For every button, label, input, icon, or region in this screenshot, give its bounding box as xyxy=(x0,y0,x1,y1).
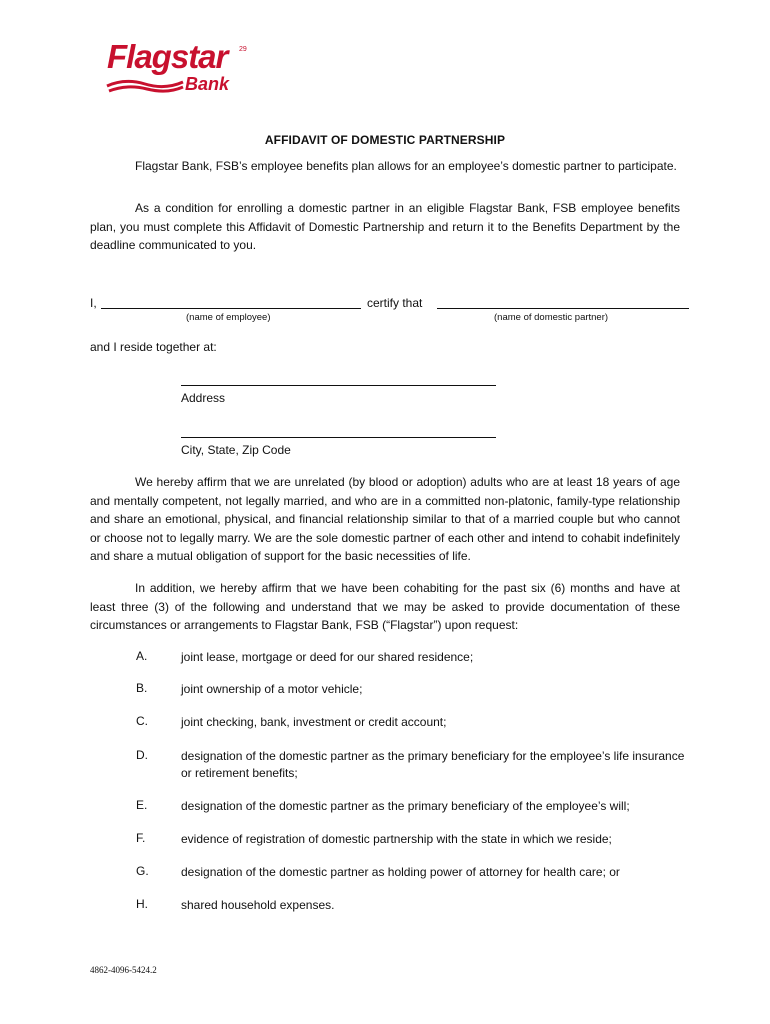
list-item: joint lease, mortgage or deed for our shared residence; xyxy=(181,650,474,664)
list-item-letter: C. xyxy=(136,714,148,728)
list-item: joint ownership of a motor vehicle; xyxy=(181,682,363,696)
flagstar-bank-logo xyxy=(105,38,255,100)
city-state-zip-line[interactable] xyxy=(181,437,496,438)
list-item: joint checking, bank, investment or credit account; xyxy=(181,715,447,729)
address-line[interactable] xyxy=(181,385,496,386)
reside-text: and I reside together at: xyxy=(90,340,217,354)
intro-paragraph-1: Flagstar Bank, FSB’s employee benefits plan allows for an employee’s domestic partner to participate. xyxy=(135,159,677,173)
partner-name-line[interactable] xyxy=(437,308,689,309)
list-item-letter: D. xyxy=(136,748,148,762)
employee-name-line[interactable] xyxy=(101,308,361,309)
list-item: evidence of registration of domestic partnership with the state in which we reside; xyxy=(181,832,612,846)
list-item: shared household expenses. xyxy=(181,898,335,912)
city-caption: City, State, Zip Code xyxy=(181,443,291,457)
affirm-paragraph-2: In addition, we hereby affirm that we have been cohabiting for the past six (6) months and have at least three (3) of the following and understand that we may be asked to provide documentation of these circumstances or arrangements to Flagstar Bank, FSB (“Flagstar”) upon request: xyxy=(90,581,680,632)
list-item: designation of the domestic partner as the primary beneficiary for the employee’s life insurance or retirement benefits; xyxy=(181,749,685,780)
logo-bank-text: Bank xyxy=(185,74,230,94)
document-title: AFFIDAVIT OF DOMESTIC PARTNERSHIP xyxy=(264,133,506,147)
list-item-letter: H. xyxy=(136,897,148,911)
employee-caption: (name of employee) xyxy=(186,312,271,323)
list-item-letter: F. xyxy=(136,831,146,845)
logo-wordmark: Flagstar xyxy=(107,38,228,75)
flag-swoosh-icon xyxy=(105,76,185,96)
certify-middle: certify that xyxy=(367,296,423,310)
logo-mark: 29 xyxy=(239,46,247,53)
document-id-footer: 4862-4096-5424.2 xyxy=(90,965,157,975)
certify-prefix: I, xyxy=(90,296,97,310)
partner-caption: (name of domestic partner) xyxy=(494,312,609,323)
affirm-paragraph-1: We hereby affirm that we are unrelated (by blood or adoption) adults who are at least 18 years of age and mentally competent, not legally married, and who are in a committed non-platonic, family-type relationship and share an emotional, physical, and financial relationship similar to that of a married couple but who cannot or choose not to legally marry. We are the sole domestic partner of each other and intend to cohabit indefinitely and share a mutual obligation of support for the basic necessities of life. xyxy=(90,475,680,563)
intro-paragraph-2: As a condition for enrolling a domestic partner in an eligible Flagstar Bank, FSB employee benefits plan, you must complete this Affidavit of Domestic Partnership and return it to the Benefits Department by the deadline communicated to you. xyxy=(90,201,680,252)
list-item-letter: A. xyxy=(136,649,148,663)
list-item: designation of the domestic partner as the primary beneficiary of the employee’s will; xyxy=(181,799,630,813)
address-caption: Address xyxy=(181,391,226,405)
list-item-letter: B. xyxy=(136,681,148,695)
list-item-letter: G. xyxy=(136,864,149,878)
list-item: designation of the domestic partner as holding power of attorney for health care; or xyxy=(181,865,620,879)
list-item-letter: E. xyxy=(136,798,148,812)
